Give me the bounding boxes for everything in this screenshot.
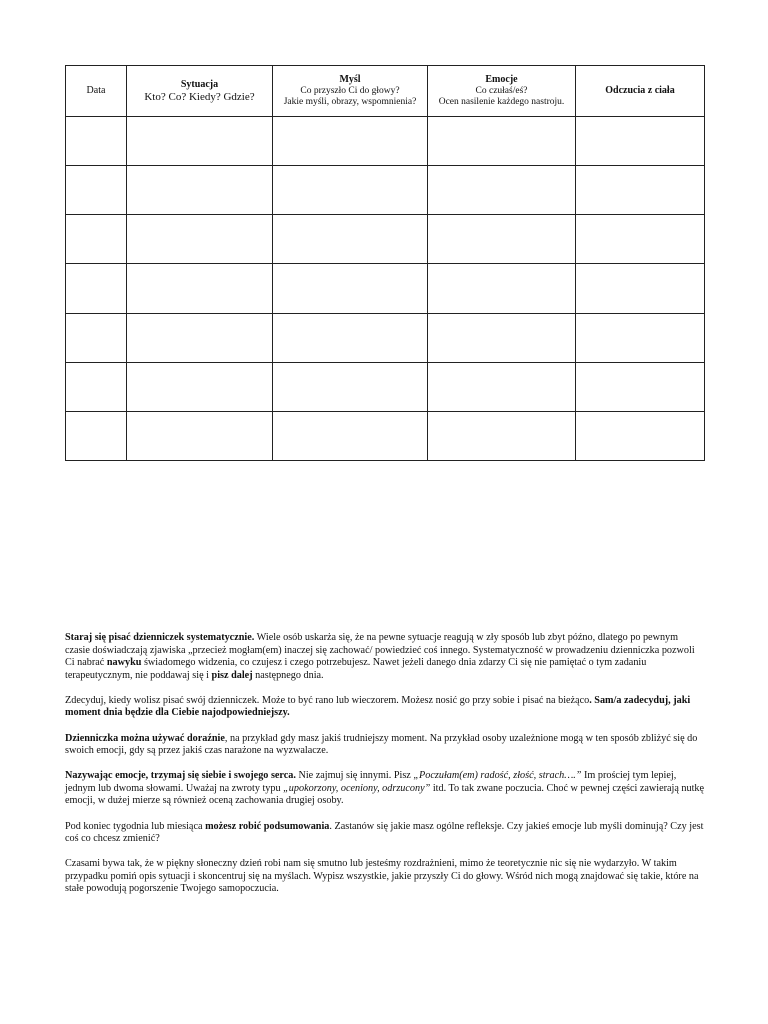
cell-body-sensations[interactable] — [576, 215, 705, 264]
p4-text-3: itd. To tak zwane poczucia. Choć w pewnej części zawierają nutkę emocji, w dużej mierze są również oceną zachowania drugiej osoby. — [65, 782, 705, 807]
cell-situation[interactable] — [127, 166, 273, 215]
cell-body-sensations[interactable] — [576, 411, 705, 460]
header-thought — [273, 66, 428, 117]
cell-situation[interactable] — [127, 313, 273, 362]
p1-text-2: świadomego widzenia, co czujesz i czego potrzebujesz. Nawet jeżeli danego dnia zdarzy Ci się nie pamiętać o tym zadaniu terapeutycznym, nie poddawaj się i — [65, 657, 647, 681]
p2-bold-1: . Sam/a zadecyduj, jaki moment dnia będzie dla Ciebie najodpowiedniejszy. — [65, 694, 691, 719]
p3-bold-1: Dzienniczka można używać doraźnie — [65, 732, 225, 744]
cell-emotions[interactable] — [428, 166, 576, 215]
header-thought-sub2: Jakie myśli, obrazy, wspomnienia? — [283, 97, 417, 107]
cell-date[interactable] — [66, 411, 127, 460]
header-date-label: Data — [86, 84, 106, 96]
cell-situation[interactable] — [127, 411, 273, 460]
p2-text-1: Zdecyduj, kiedy wolisz pisać swój dzienniczek. Może to być rano lub wieczorem. Możesz nosić go przy sobie i pisać na bieżąco — [65, 694, 590, 706]
p1-bold-1: Staraj się pisać dzienniczek systematycznie. — [65, 632, 255, 643]
cell-body-sensations[interactable] — [576, 362, 705, 411]
cell-emotions[interactable] — [428, 411, 576, 460]
header-situation-title: Sytuacja — [180, 78, 219, 90]
table-row — [66, 166, 705, 215]
header-emotions-title: Emocje — [485, 73, 518, 85]
p4-italic-2: „upokorzony, oceniony, odrzucony” — [283, 782, 431, 794]
paragraph-ad-hoc — [65, 733, 705, 758]
cell-thought[interactable] — [273, 264, 428, 313]
cell-date[interactable] — [66, 362, 127, 411]
header-date — [66, 66, 127, 117]
cell-thought[interactable] — [273, 117, 428, 166]
cell-thought[interactable] — [273, 166, 428, 215]
table-row — [66, 117, 705, 166]
cell-date[interactable] — [66, 264, 127, 313]
header-thought-sub1: Co przyszło Ci do głowy? — [300, 85, 400, 96]
p5-text-1: Pod koniec tygodnia lub miesiąca — [65, 820, 206, 832]
cell-body-sensations[interactable] — [576, 166, 705, 215]
table-header-row — [66, 66, 705, 117]
cell-date[interactable] — [66, 313, 127, 362]
cell-emotions[interactable] — [428, 313, 576, 362]
cell-body-sensations[interactable] — [576, 264, 705, 313]
cell-thought[interactable] — [273, 215, 428, 264]
header-emotions-sub2: Ocen nasilenie każdego nastroju. — [438, 97, 565, 107]
emotion-diary-table — [65, 65, 705, 461]
paragraph-systematic — [65, 632, 705, 682]
cell-situation[interactable] — [127, 117, 273, 166]
cell-emotions[interactable] — [428, 215, 576, 264]
cell-thought[interactable] — [273, 411, 428, 460]
cell-emotions[interactable] — [428, 264, 576, 313]
p1-bold-2: nawyku — [106, 657, 142, 669]
p5-bold-1: możesz robić podsumowania — [205, 820, 330, 832]
p3-text-1: , na przykład gdy masz jakiś trudniejszy moment. Na przykład osoby uzależnione mogą w ten sposób zbliżyć się do swoich emocji, gdy są przez jakiś czas narażone na wyzwalacze. — [65, 732, 698, 757]
cell-thought[interactable] — [273, 313, 428, 362]
p1-text-3: następnego dnia. — [252, 669, 324, 681]
header-emotions — [428, 66, 576, 117]
cell-date[interactable] — [66, 166, 127, 215]
cell-body-sensations[interactable] — [576, 313, 705, 362]
cell-body-sensations[interactable] — [576, 117, 705, 166]
p6-text-1: Czasami bywa tak, że w piękny słoneczny dzień robi nam się smutno lub jesteśmy rozdrażnieni, mimo że teoretycznie nic się nie wydarzyło. W takim przypadku pomiń opis sytuacji i skoncentruj się na myślach. Wypisz wszystkie, jakie przyszły Ci do głowy. Wśród nich mogą znajdować się takie, które na stałe powodują pogorszenie Twojego samopoczucia. — [65, 858, 699, 895]
cell-situation[interactable] — [127, 215, 273, 264]
header-situation-sub: Kto? Co? Kiedy? Gdzie? — [144, 90, 255, 103]
p1-text-1: Wiele osób uskarża się, że na pewne sytuacje reagują w zły sposób lub zbyt późno, dlatego po pewnym czasie doświadczają zjawiska „przecież mogłam(em) inaczej się zachować/ powiedzieć coś innego. Systematyczność w prowadzeniu dzienniczka pozwoli Ci nabrać — [65, 632, 695, 669]
cell-thought[interactable] — [273, 362, 428, 411]
cell-date[interactable] — [66, 215, 127, 264]
cell-date[interactable] — [66, 117, 127, 166]
header-thought-title: Myśl — [339, 73, 361, 85]
paragraph-sunny-day — [65, 858, 705, 896]
p4-bold-1: Nazywając emocje, trzymaj się siebie i swojego serca. — [65, 770, 296, 782]
cell-situation[interactable] — [127, 264, 273, 313]
paragraph-summaries — [65, 821, 705, 846]
paragraph-when-to-write — [65, 695, 705, 720]
p1-bold-3: pisz dalej — [211, 669, 253, 681]
table-row — [66, 215, 705, 264]
table-body — [66, 117, 705, 461]
cell-situation[interactable] — [127, 362, 273, 411]
header-body-sensations — [576, 66, 705, 117]
paragraph-naming-emotions — [65, 770, 705, 808]
instructions-text — [65, 632, 705, 909]
table-row — [66, 313, 705, 362]
header-situation — [127, 66, 273, 117]
p4-italic-1: „Poczułam(em) radość, złość, strach….” — [413, 770, 582, 782]
table-row — [66, 362, 705, 411]
p4-text-1: Nie zajmuj się innymi. Pisz — [295, 770, 414, 782]
p5-text-2: . Zastanów się jakie masz ogólne refleksje. Czy jakieś emocje lub myśli dominują? Czy jest coś co chcesz zmienić? — [65, 820, 704, 845]
header-body-title: Odczucia z ciała — [605, 84, 675, 96]
cell-emotions[interactable] — [428, 362, 576, 411]
cell-emotions[interactable] — [428, 117, 576, 166]
header-emotions-sub1: Co czułaś/eś? — [475, 85, 528, 96]
table-row — [66, 264, 705, 313]
table-row — [66, 411, 705, 460]
p4-text-2: Im prościej tym lepiej, jednym lub dwoma słowami. Uważaj na zwroty typu — [65, 770, 677, 794]
